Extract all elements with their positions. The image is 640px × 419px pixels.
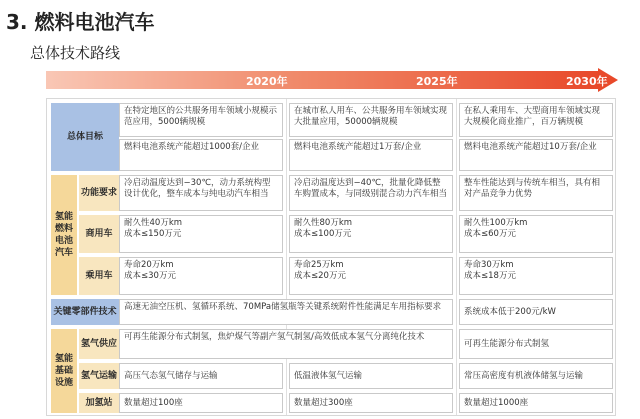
row-label-transport: 氢气运输 xyxy=(79,363,119,389)
station-2020: 数量超过100座 xyxy=(119,393,283,413)
row-label-commercial: 商用车 xyxy=(79,215,119,253)
function-2020: 冷启动温度达到−30℃，动力系统构型设计优化，整车成本与纯电动汽车相当 xyxy=(119,175,283,211)
group-label-hydrogen-infra: 氢能基础设施 xyxy=(51,329,77,413)
row-label-station: 加氢站 xyxy=(79,393,119,413)
key-parts-2020-2025: 高速无油空压机、氢循环系统、70MPa储氢瓶等关键系统附件性能满足车用指标要求 xyxy=(119,299,453,325)
timeline-arrow xyxy=(46,68,618,92)
passenger-2020: 寿命20万km 成本≤30万元 xyxy=(119,257,283,295)
supply-2030: 可再生能源分布式制氢 xyxy=(459,329,613,359)
station-2030: 数量超过1000座 xyxy=(459,393,613,413)
passenger-2030: 寿命30万km 成本≤18万元 xyxy=(459,257,613,295)
row-label-passenger: 乘用车 xyxy=(79,257,119,295)
page-subtitle: 总体技术路线 xyxy=(30,44,121,62)
roadmap-table xyxy=(46,98,616,416)
divider-2020 xyxy=(286,99,287,415)
commercial-2020: 耐久性40万km 成本≤150万元 xyxy=(119,215,283,253)
goal-2025-scale: 在城市私人用车、公共服务用车领域实现大批量应用，50000辆规模 xyxy=(289,103,453,137)
row-label-key-parts: 关键零部件技术 xyxy=(51,299,119,325)
function-2030: 整车性能达到与传统车相当，具有相对产品竞争力优势 xyxy=(459,175,613,211)
timeline-bar xyxy=(46,71,600,89)
passenger-2025: 寿命25万km 成本≤20万元 xyxy=(289,257,453,295)
function-2025: 冷启动温度达到−40℃，批量化降低整车购置成本，与同级别混合动力汽车相当 xyxy=(289,175,453,211)
divider-2025 xyxy=(456,99,457,415)
goal-2025-capacity: 燃料电池系统产能超过1万套/企业 xyxy=(289,139,453,171)
commercial-2025: 耐久性80万km 成本≤100万元 xyxy=(289,215,453,253)
transport-2025: 低温液体氢气运输 xyxy=(289,363,453,389)
commercial-2030: 耐久性100万km 成本≤60万元 xyxy=(459,215,613,253)
goal-2030-capacity: 燃料电池系统产能超过10万套/企业 xyxy=(459,139,613,171)
year-2020: 2020年 xyxy=(246,75,288,88)
goal-2020-capacity: 燃料电池系统产能超过1000套/企业 xyxy=(119,139,283,171)
station-2025: 数量超过300座 xyxy=(289,393,453,413)
page-title: 3. 燃料电池汽车 xyxy=(6,10,155,34)
row-label-supply: 氢气供应 xyxy=(79,329,119,359)
key-parts-2030: 系统成本低于200元/kW xyxy=(459,299,613,325)
row-label-function: 功能要求 xyxy=(79,175,119,211)
transport-2030: 常压高密度有机液体储氢与运输 xyxy=(459,363,613,389)
supply-2020-2025: 可再生能源分布式制氢，焦炉煤气等副产氢气制氢/高效低成本氢气分离纯化技术 xyxy=(119,329,453,359)
row-label-overall-goal: 总体目标 xyxy=(51,103,119,171)
year-2030: 2030年 xyxy=(566,75,608,88)
year-2025: 2025年 xyxy=(416,75,458,88)
transport-2020: 高压气态氢气储存与运输 xyxy=(119,363,283,389)
goal-2030-scale: 在私人乘用车、大型商用车领域实现大规模化商业推广，百万辆规模 xyxy=(459,103,613,137)
group-label-fcv: 氢能燃料电池汽车 xyxy=(51,175,77,295)
goal-2020-scale: 在特定地区的公共服务用车领域小规模示范应用，5000辆规模 xyxy=(119,103,283,137)
